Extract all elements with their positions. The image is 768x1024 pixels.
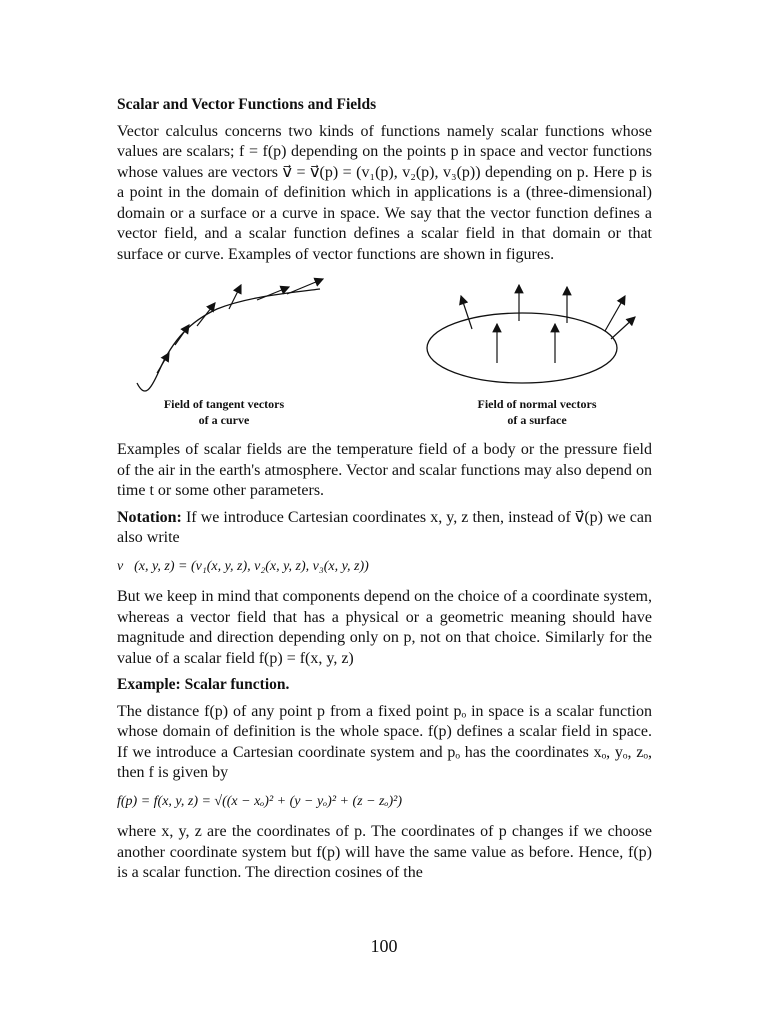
equation-vector-components: v⃗(x, y, z) = (v₁(x, y, z), v₂(x, y, z), v₃(x, y, z)) — [117, 558, 369, 574]
notation-paragraph — [117, 508, 652, 549]
page-number: 100 — [370, 936, 398, 956]
caption-tangent-line1: Field of tangent vectors — [163, 397, 285, 411]
caption-tangent — [129, 396, 319, 428]
example-paragraph: The distance f(p) of any point p from a fixed point pₒ in space is a scalar function whose domain of definition is the whole space. f(p) defines a scalar field in space. If we introduce a Cartesian coordinate system and pₒ has the coordinates xₒ, yₒ, zₒ, then f is given by — [117, 702, 652, 781]
tangent-vectors — [157, 279, 323, 373]
normal-vectors — [461, 285, 635, 363]
notation-text: If we introduce Cartesian coordinates x, y, z then, instead of v⃗(p) we can also write — [117, 508, 653, 546]
caption-normal-line1: Field of normal vectors — [477, 397, 597, 411]
notation-label: Notation: — [117, 508, 182, 526]
caption-tangent-line2: of a curve — [198, 413, 250, 427]
coordinate-paragraph: But we keep in mind that components depend on the choice of a coordinate system, whereas a vector field that has a physical or a geometric meaning should have magnitude and direction depending only on p, not on that choice. Similarly for the value of a scalar field f(p) = f(x, y, z) — [117, 588, 652, 667]
page-body — [117, 90, 652, 890]
example-title: Example: Scalar function. — [117, 676, 290, 693]
closing-paragraph: where x, y, z are the coordinates of p. The coordinates of p changes if we choose another coordinate system but f(p) will have the same value as before. Hence, f(p) is a scalar function. The direction cosines of the — [117, 823, 652, 881]
section-title: Scalar and Vector Functions and Fields — [117, 96, 377, 113]
intro-paragraph: Vector calculus concerns two kinds of functions namely scalar functions whose values are scalars; f = f(p) depending on the points p in space and vector functions whose values are vectors v⃗ = v⃗(p) = (v₁(p), v₂(p), v₃(p)) depending on p. Here p is a point in the domain of definition which in applications is a (three-dimensional) domain or a surface or a curve in space. We say that the vector function defines a vector field, and a scalar function defines a scalar field in that domain or that surface or curve. Examples of vector functions are shown in figures. — [117, 122, 652, 263]
equation-distance: f(p) = f(x, y, z) = √((x − xₒ)² + (y − yₒ)² + (z − zₒ)²) — [117, 793, 402, 809]
surface-ellipse — [427, 313, 617, 383]
scalar-fields-paragraph: Examples of scalar fields are the temperature field of a body or the pressure field of the air in the earth's atmosphere. Vector and scalar functions may also depend on time t or some other parameters. — [117, 441, 652, 499]
caption-normal — [442, 396, 632, 428]
caption-normal-line2: of a surface — [507, 413, 567, 427]
vector-field-figure — [117, 271, 652, 436]
tangent-curve — [137, 289, 320, 391]
